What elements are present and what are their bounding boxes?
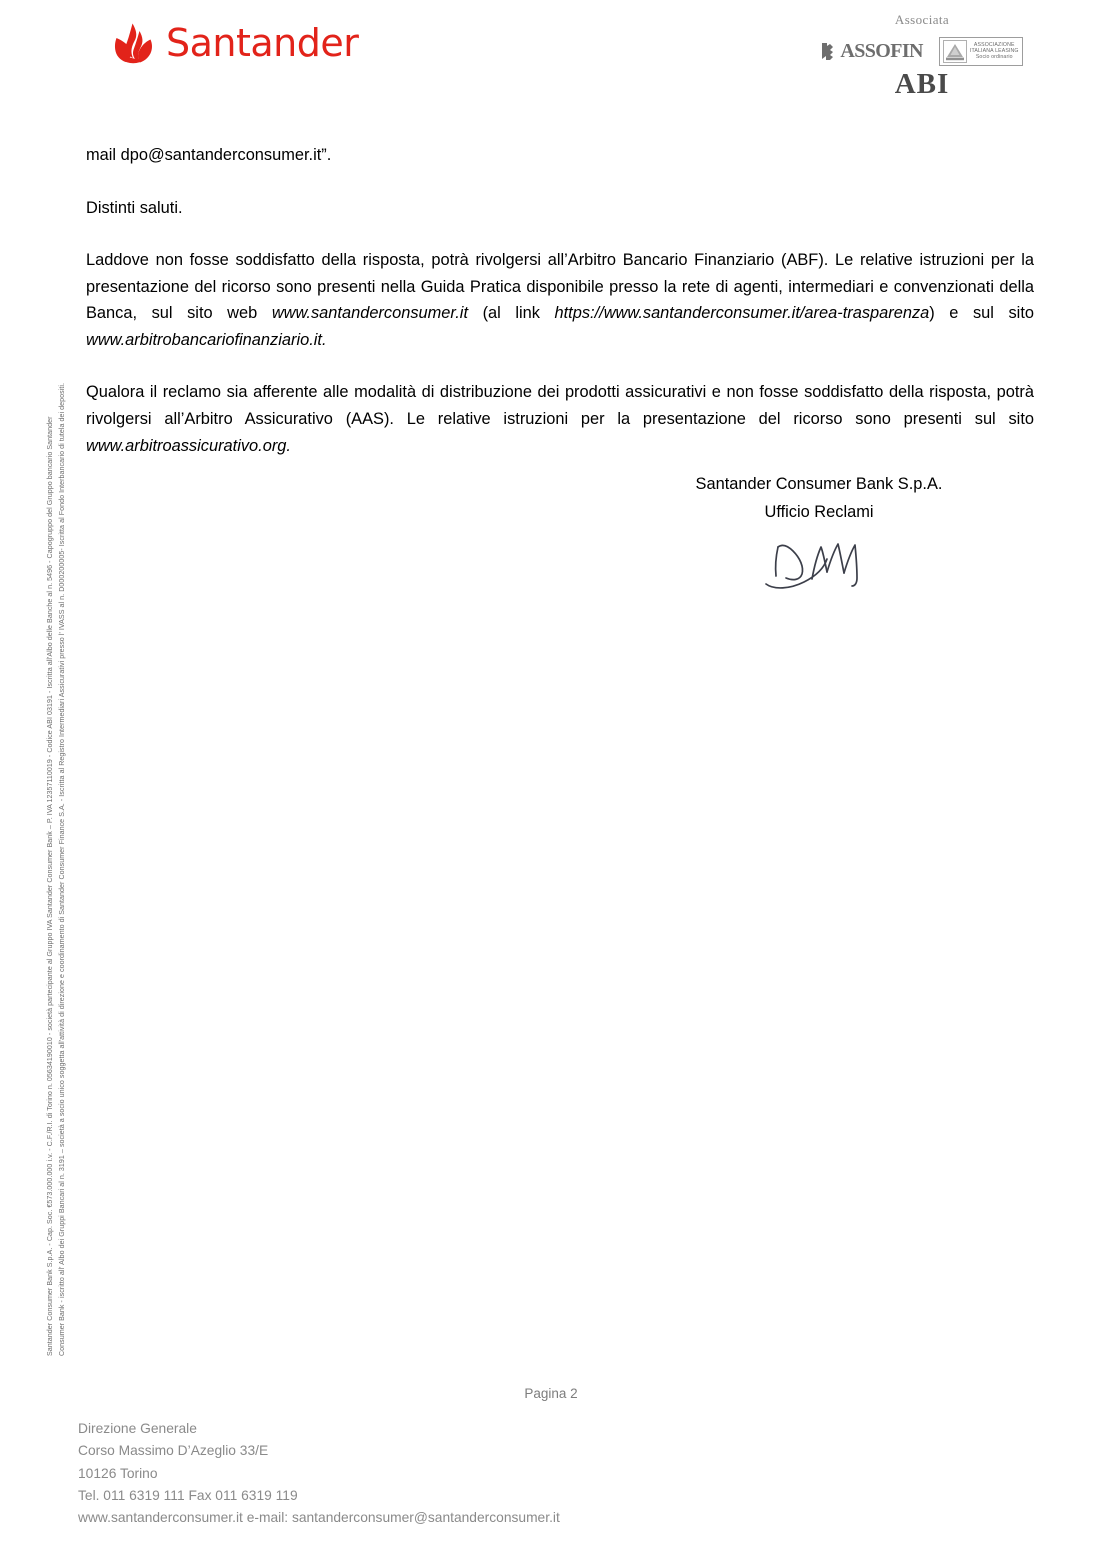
paragraph-mail: mail dpo@santanderconsumer.it”. (86, 146, 332, 164)
footer-address (78, 1418, 778, 1530)
assilea-line-3: Socio ordinario (975, 54, 1013, 61)
signature-department: Ufficio Reclami (764, 503, 874, 522)
assilea-logo (939, 37, 1023, 66)
signature-company: Santander Consumer Bank S.p.A. (695, 475, 943, 493)
italic-run: www.santanderconsumer.it (271, 304, 468, 323)
assilea-pyramid-icon (945, 42, 965, 61)
assofin-logo (821, 41, 923, 61)
paragraph-aas: Qualora il reclamo sia afferente alle modalità di distribuzione dei prodotti assicurativi e non fosse soddisfatto della risposta, potrà rivolgersi all’Arbitro Assicurativo (AAS). Le relative istruzioni per la presentazione del ricorso sono presenti sul sito www.arbitroassicurativo.org. (86, 383, 1034, 455)
italic-run: www.arbitroassicurativo.org. (86, 436, 291, 455)
signature-strokes (760, 534, 878, 592)
santander-wordmark: Santander (166, 21, 359, 65)
assilea-text-lines (970, 42, 1019, 60)
footer-address-line: Tel. 011 6319 111 Fax 011 6319 119 (78, 1488, 298, 1504)
legal-sidebar-line-1: Santander Consumer Bank S.p.A. - Cap. Soc. €573.000.000 i.v. - C.F./R.I. di Torino n. 05634190010 - società partecipante al Gruppo IVA Santander Consumer Bank – P. IVA 12357110019 - Codice ABI 03191 - Iscritta all'Albo delle Banche al n. 5496 - Capogruppo del Gruppo bancario Santander (46, 416, 54, 1356)
assilea-mark-frame (943, 40, 967, 63)
signature-block (600, 470, 1038, 592)
associations-block (812, 12, 1032, 99)
santander-flame-icon (112, 22, 156, 64)
assilea-line-1: ASSOCIAZIONE (973, 41, 1015, 48)
handwritten-signature-icon (600, 534, 1038, 592)
assofin-mark-icon (821, 42, 838, 61)
footer-address-line: Direzione Generale (78, 1421, 197, 1436)
letter-body (86, 142, 1034, 485)
legal-sidebar-line-2: Consumer Bank - iscritto all' Albo dei Gruppi Bancari al n. 3191 – società a socio unico soggetta all'attività di direzione e coordinamento di Santander Consumer Finance S.A. - Iscritta al Registro Intermediari Assicurativi presso l' IVASS al n. D000200005- Iscritta al Fondo Interbancario di tutela dei depositi. (58, 383, 66, 1356)
association-logos-row (812, 34, 1032, 68)
associata-label: Associata (894, 12, 950, 27)
italic-run: https://www.santanderconsumer.it/area-trasparenza (554, 304, 930, 323)
footer-address-line: 10126 Torino (78, 1465, 158, 1481)
page-number: Pagina 2 (524, 1386, 578, 1401)
assilea-line-2: ITALIANA LEASING (969, 47, 1019, 54)
italic-run: www.arbitrobancariofinanziario.it. (86, 330, 327, 349)
footer-address-line: www.santanderconsumer.it e-mail: santanderconsumer@santanderconsumer.it (78, 1510, 560, 1526)
santander-logo (112, 22, 358, 64)
page-header (0, 0, 1102, 118)
paragraph-abf: Laddove non fosse soddisfatto della risposta, potrà rivolgersi all’Arbitro Bancario Finanziario (ABF). Le relative istruzioni per la presentazione del ricorso sono presenti nella Guida Pratica disponibile presso la rete di agenti, intermediari e convenzionati della Banca, sul sito web www.santanderconsumer.it (al link https://www.santanderconsumer.it/area-trasparenza) e sul sito www.arbitrobancariofinanziario.it. (86, 251, 1034, 349)
paragraph-saluti: Distinti saluti. (86, 198, 183, 217)
assofin-label: ASSOFIN (840, 40, 923, 62)
footer-address-line: Corso Massimo D’Azeglio 33/E (78, 1443, 269, 1459)
abi-label: ABI (894, 68, 950, 100)
